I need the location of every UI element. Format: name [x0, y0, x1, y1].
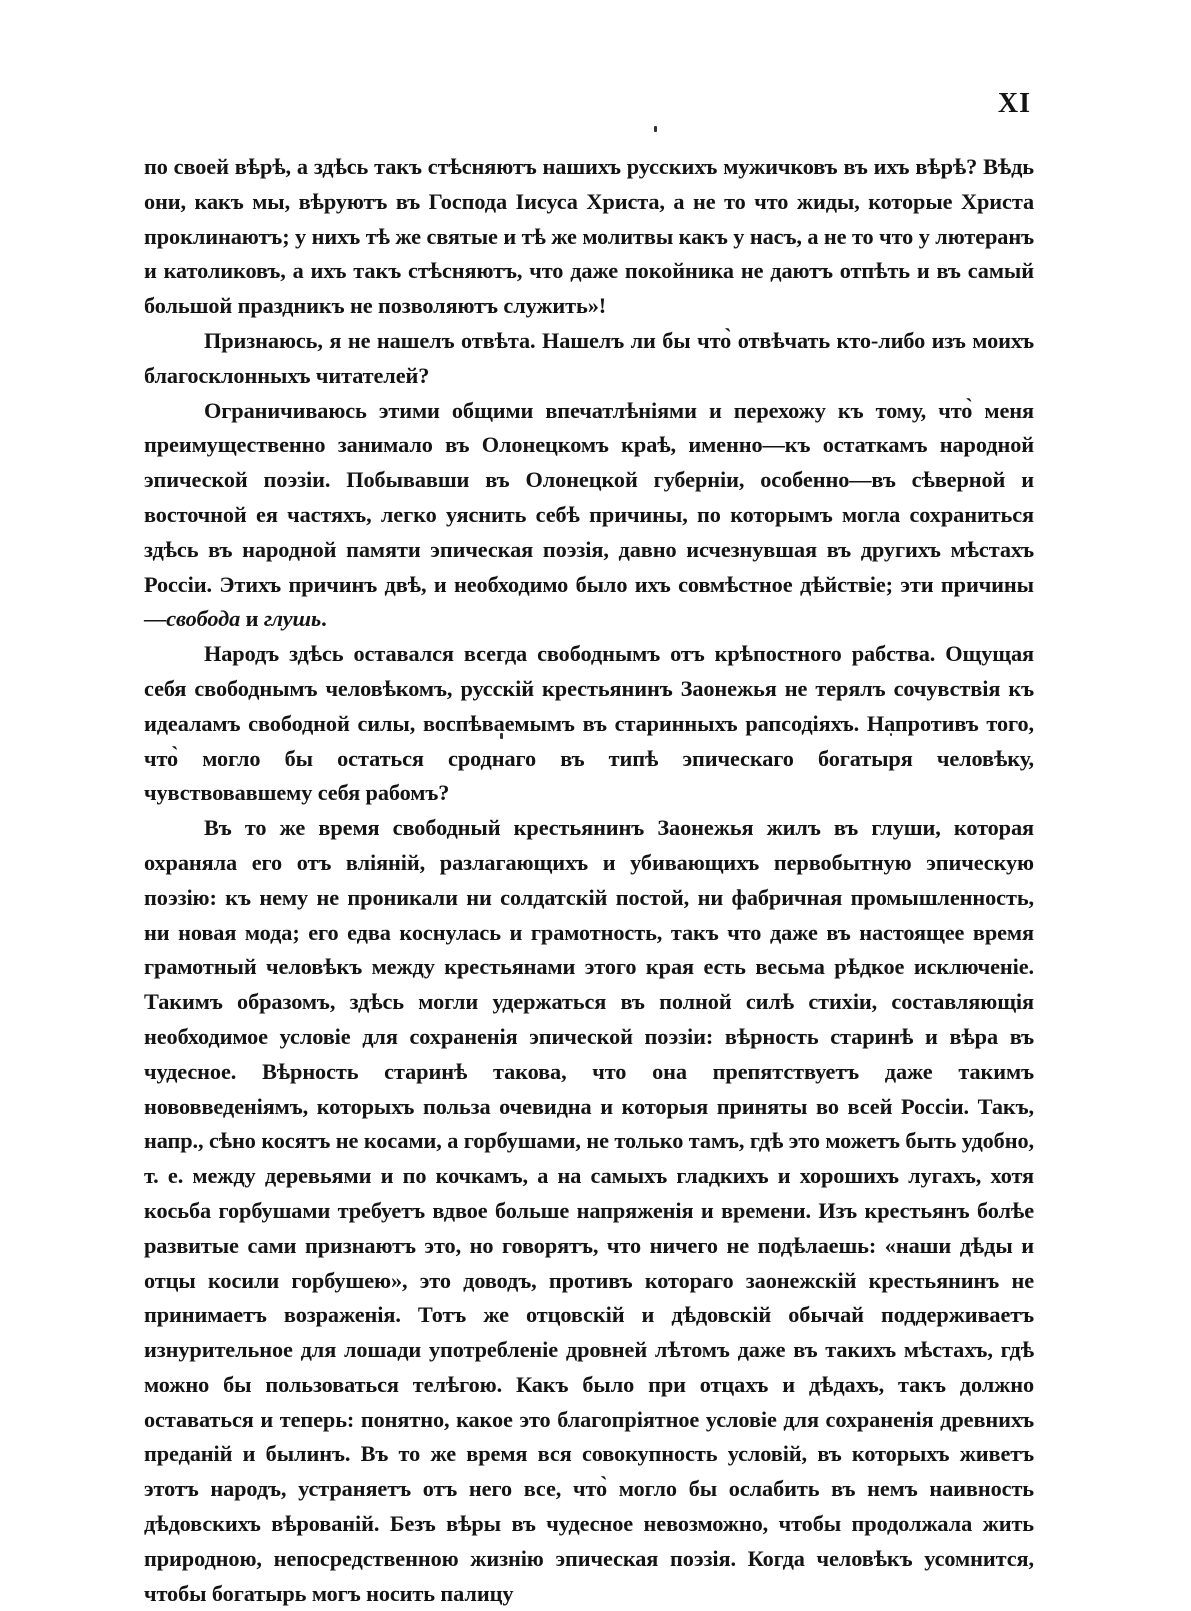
- page-number: XI: [997, 88, 1031, 119]
- paragraph: Народъ здѣсь оставался всегда свободнымъ отъ крѣпостного рабства. Ощущая себя свободнымъ человѣкомъ, русскій крестьянинъ Заонежья не терялъ сочувствія къ идеаламъ свободной силы, воспѣваемымъ въ старинныхъ рапсодіяхъ. Напротивъ того, что̀ могло бы остаться сроднаго въ типѣ эпическаго богатыря человѣку, чувствовавшему себя рабомъ?: [144, 641, 1034, 806]
- print-speck: [654, 126, 657, 132]
- italic-word-svoboda: свобода: [166, 606, 241, 632]
- paragraph: Въ то же время свободный крестьянинъ Заонежья жилъ въ глуши, которая охраняла его отъ вліяній, разлагающихъ и убивающихъ первобытную эпическую поэзію: къ нему не проникали ни солдатскій постой, ни фабричная промышленность, ни новая мода; его едва коснулась и грамотность, такъ что даже въ настоящее время грамотный человѣкъ между крестьянами этого края есть весьма рѣдкое исключеніе. Такимъ образомъ, здѣсь могли удержаться въ полной силѣ стихіи, составляющія необходимое условіе для сохраненія эпической поэзіи: вѣрность старинѣ и вѣра въ чудесное. Вѣрность старинѣ такова, что она препятствуетъ даже такимъ нововведеніямъ, которыхъ польза очевидна и которыя приняты во всей Россіи. Такъ, напр., сѣно косятъ не косами, а горбушами, не только тамъ, гдѣ это можетъ быть удобно, т. е. между деревьями и по кочкамъ, а на самыхъ гладкихъ и хорошихъ лугахъ, хотя косьба горбушами требуетъ вдвое больше напряженія и времени. Изъ крестьянъ болѣе развитые сами признаютъ это, но говорятъ, что ничего не подѣлаешь: «наши дѣды и отцы косили горбушею», это доводъ, противъ котораго заонежскій крестьянинъ не принимаетъ возраженія. Тотъ же отцовскій и дѣдовскій обычай поддерживаетъ изнурительное для лошади употребленіе дровней лѣтомъ даже въ такихъ мѣстахъ, гдѣ можно бы пользоваться телѣгою. Какъ было при отцахъ и дѣдахъ, такъ должно оставаться и теперь: понятно, какое это благопріятное условіе для сохраненія древнихъ преданій и былинъ. Въ то же время вся совокупность условій, въ которыхъ живетъ этотъ народъ, устраняетъ отъ него все, что̀ могло бы ослабить въ немъ наивность дѣдовскихъ вѣрованій. Безъ вѣры въ чудесное невозможно, чтобы продолжала жить природною, непосредственною жизнію эпическая поэзія. Когда человѣкъ усомнится, чтобы богатырь могъ носить палицу: [144, 815, 1034, 1606]
- main-text: [144, 150, 1034, 1611]
- paragraph-continuation: по своей вѣрѣ, а здѣсь такъ стѣсняютъ нашихъ русскихъ мужичковъ въ ихъ вѣрѣ? Вѣдь они, какъ мы, вѣруютъ въ Господа Іисуса Христа, а не то что жиды, которые Христа проклинаютъ; у нихъ тѣ же святые и тѣ же молитвы какъ у насъ, а не то что у лютеранъ и католиковъ, а ихъ такъ стѣсняютъ, что даже покойника не даютъ отпѣть и въ самый большой праздникъ не позволяютъ служить»!: [144, 154, 1034, 319]
- conjunction: и: [240, 606, 264, 632]
- italic-word-glush: глушь: [263, 606, 322, 632]
- paragraph: Признаюсь, я не нашелъ отвѣта. Нашелъ ли бы что̀ отвѣчать кто-либо изъ моихъ благосклонныхъ читателей?: [144, 327, 1034, 388]
- paragraph: [144, 394, 1034, 638]
- paragraph-text: Ограничиваюсь этими общими впечатлѣніями и перехожу къ тому, что̀ меня преимущественно занимало въ Олонецкомъ краѣ, именно—къ остаткамъ народной эпической поэзіи. Побывавши въ Олонецкой губерніи, особенно—въ сѣверной и восточной ея частяхъ, легко уяснить себѣ причины, по которымъ могла сохраниться здѣсь въ народной памяти эпическая поэзія, давно исчезнувшая въ другихъ мѣстахъ Россіи. Этихъ причинъ двѣ, и необходимо было ихъ совмѣстное дѣйствіе; эти причины—: [144, 397, 1034, 632]
- period: .: [321, 606, 327, 632]
